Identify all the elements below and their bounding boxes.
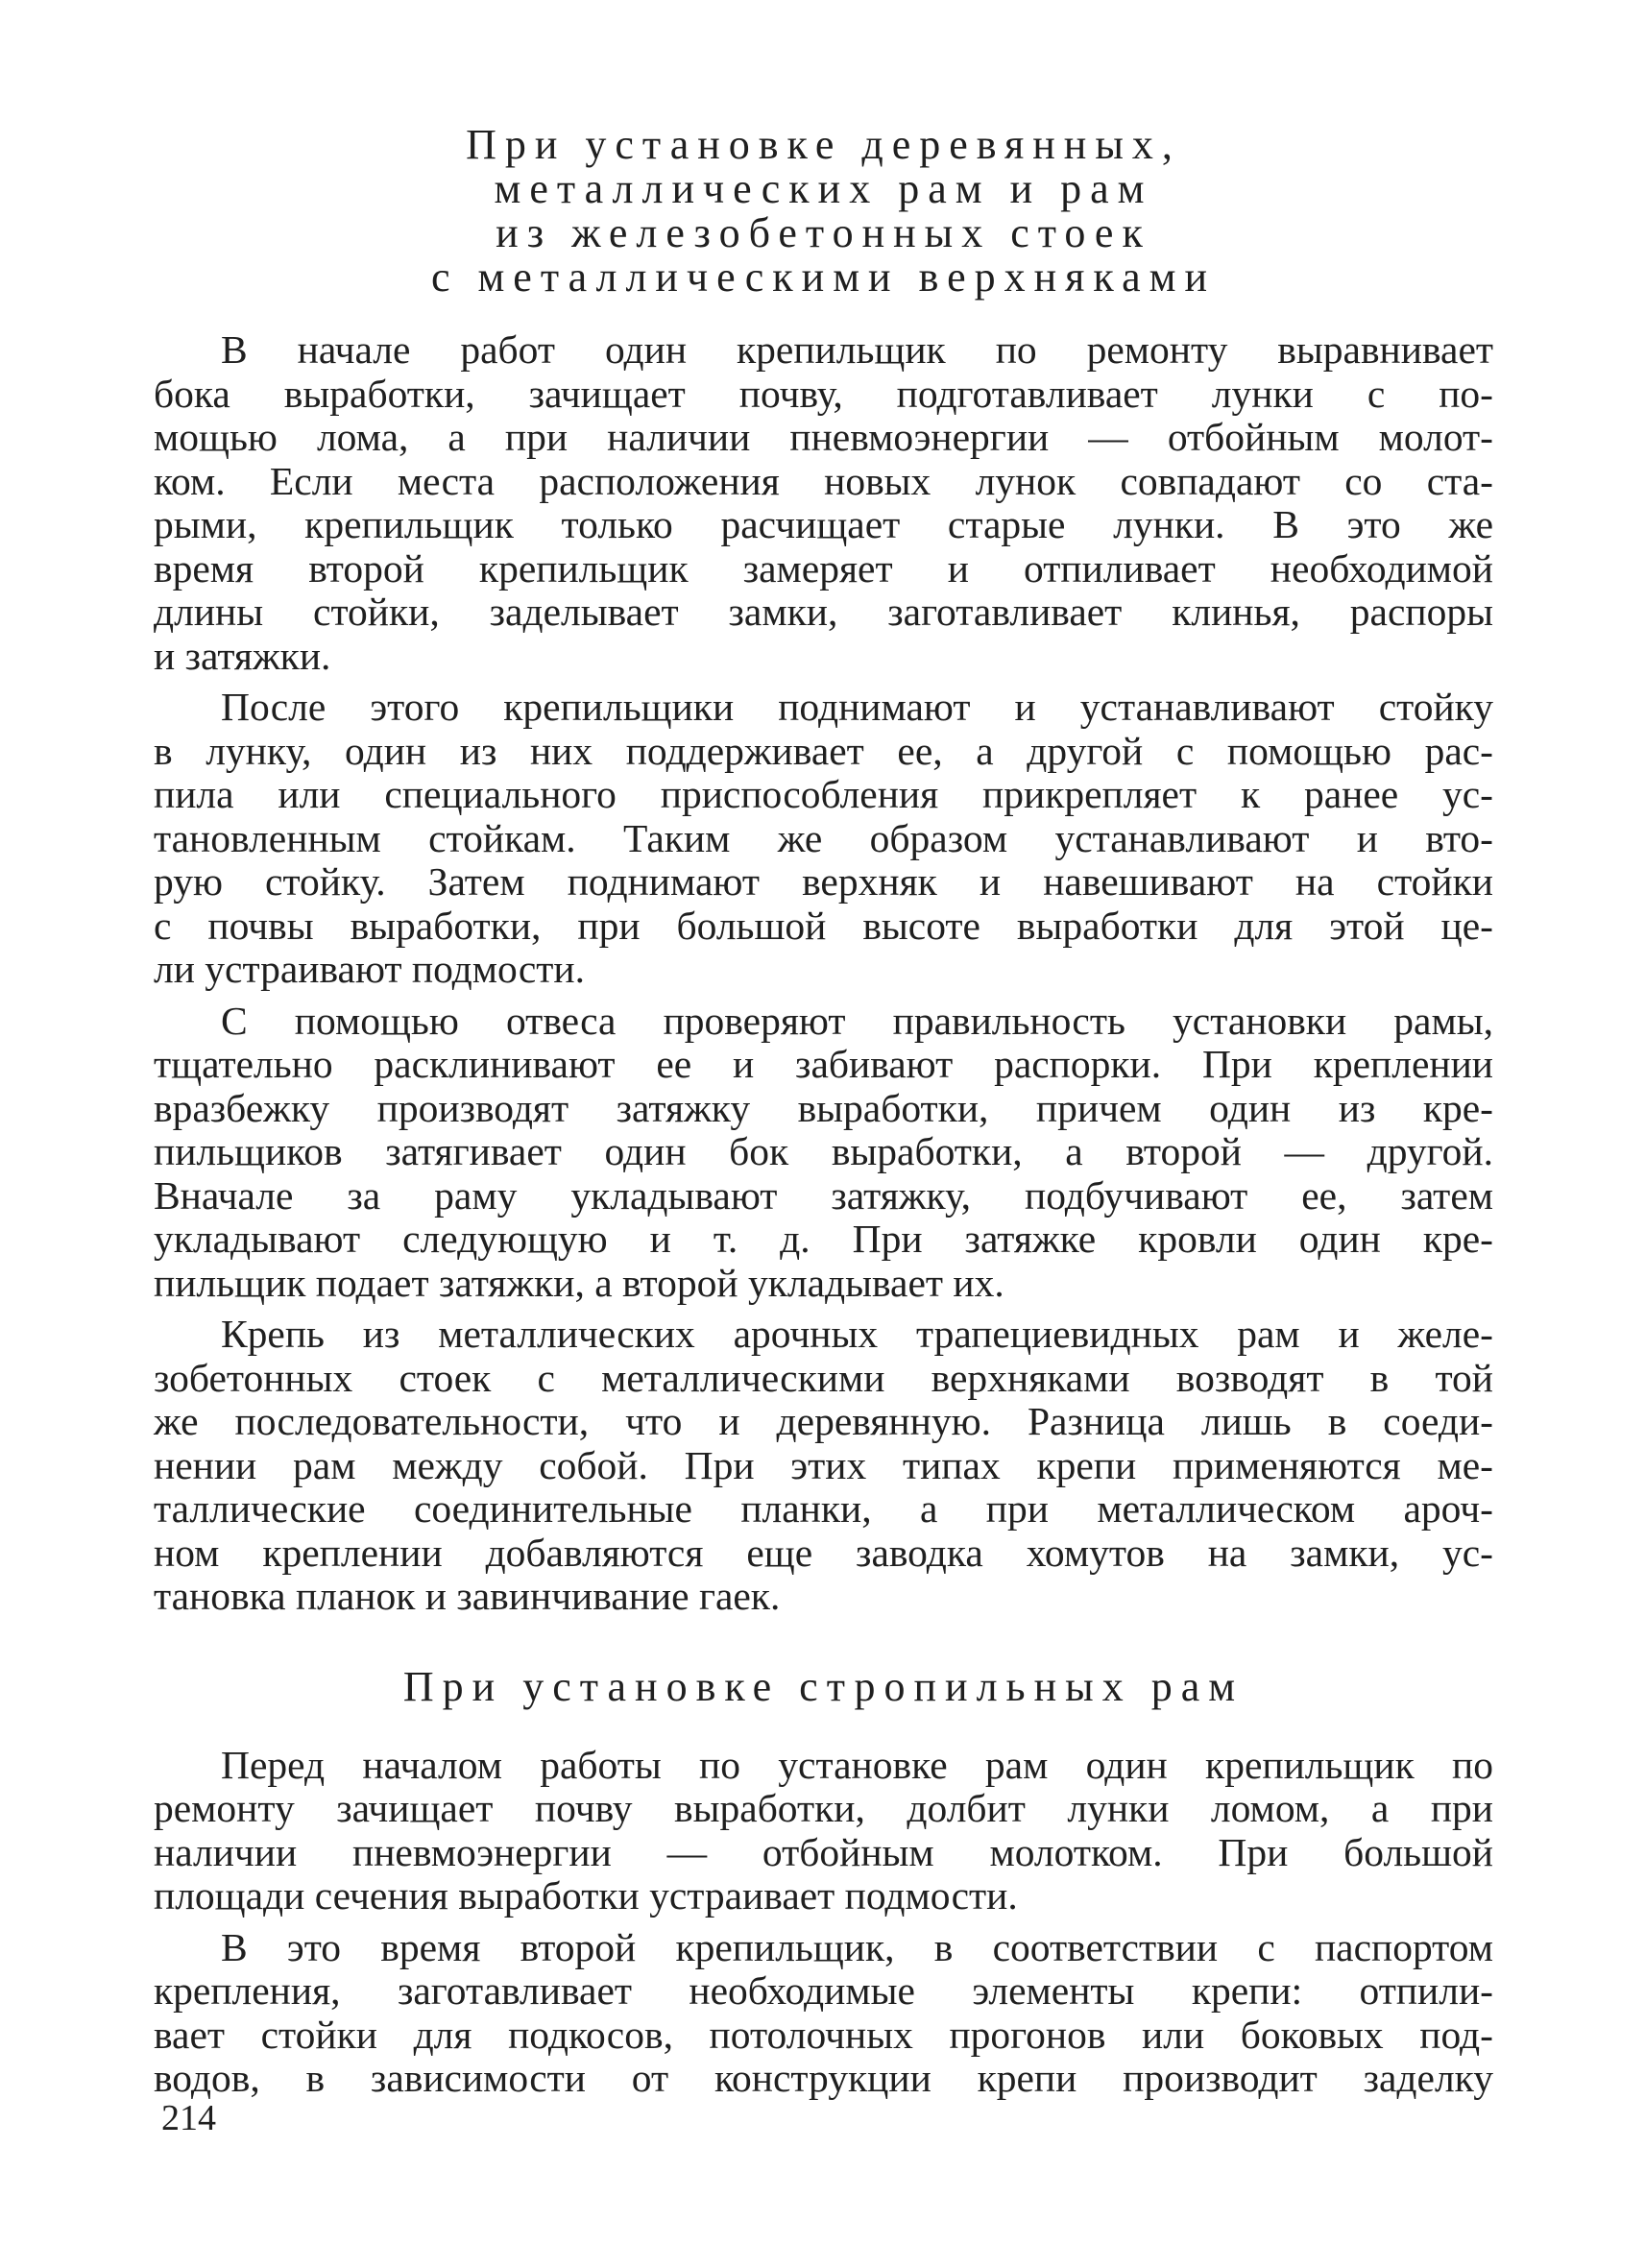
text-line: После этого крепильщики поднимают и устанавливают стойку (221, 685, 1493, 729)
text-line: С помощью отвеса проверяют правильность установки рамы, (221, 998, 1493, 1043)
text-line: В это время второй крепильщик, в соответствии с паспортом (221, 1924, 1493, 1969)
text-line: вает стойки для подкосов, потолочных прогонов или боковых под- (154, 2012, 1493, 2057)
text-line: ли устраивают подмости. (154, 947, 585, 991)
paragraph (154, 686, 1493, 992)
text-line: время второй крепильщик замеряет и отпиливает необходимой (154, 545, 1493, 591)
text-line: рую стойку. Затем поднимают верхняк и навешивают на стойки (154, 859, 1493, 904)
text-line: таллические соединительные планки, а при металлическом aроч- (154, 1486, 1493, 1531)
text-line: крепления, заготавливает необходимые элементы крепи: отпили- (154, 1968, 1493, 2013)
text-line: ком. Если места расположения новых лунок совпадают со ста- (154, 458, 1493, 503)
paragraph (154, 1000, 1493, 1306)
text-line: тановленным стойкам. Таким же образом устанавливают и вто- (154, 815, 1493, 860)
heading-line: с металлическими верхняками (430, 253, 1217, 301)
heading-line: из железобетонных стоек (496, 209, 1151, 256)
heading-line: При установке деревянных, (466, 121, 1181, 168)
text-line: Вначале за раму укладывают затяжку, подбучивают ее, затем (154, 1172, 1493, 1218)
text-line: площади сечения выработки устраивает подмости. (154, 1873, 1018, 1918)
text-line: укладывают следующую и т. д. При затяжке кровли один кре- (154, 1217, 1493, 1261)
paragraph (154, 328, 1493, 678)
section-heading (154, 123, 1493, 300)
text-line: Перед началом работы по установке рам один крепильщик по (221, 1742, 1493, 1787)
page-content (154, 115, 1493, 2101)
text-line: водов, в зависимости от конструкции крепи производит заделку (154, 2056, 1493, 2100)
paragraph (154, 1313, 1493, 1619)
text-line: длины стойки, заделывает замки, заготавливает клинья, распоры (154, 590, 1493, 634)
text-line: в лунку, один из них поддерживает ее, а другой с помощью рас- (154, 728, 1493, 773)
paragraph (154, 1744, 1493, 1918)
text-line: ремонту зачищает почву выработки, долбит лунки ломом, а при (154, 1786, 1493, 1830)
text-line: и затяжки. (154, 633, 331, 678)
section-heading (154, 1662, 1493, 1710)
text-line: пильщиков затягивает один бок выработки, а второй — другой. (154, 1129, 1493, 1173)
text-line: с почвы выработки, при большой высоте выработки для этой це- (154, 903, 1493, 948)
text-line: нении рам между собой. При этих типах крепи применяются ме- (154, 1442, 1493, 1487)
text-line: вразбежку производят затяжку выработки, причем один из кре- (154, 1085, 1493, 1130)
text-line: бока выработки, зачищает почву, подготавливает лунки с по- (154, 371, 1493, 416)
text-line: ном креплении добавляются еще заводка хомутов на замки, ус- (154, 1530, 1493, 1575)
paragraph (154, 1926, 1493, 2101)
text-line: же последовательности, что и деревянную. Разница лишь в соеди- (154, 1399, 1493, 1443)
text-line: Крепь из металлических арочных трапециевидных рам и желе- (221, 1312, 1493, 1356)
text-line: пила или специального приспособления прикрепляет к ранее ус- (154, 772, 1493, 816)
text-line: наличии пневмоэнергии — отбойным молотком. При большой (154, 1829, 1493, 1874)
heading-line: При установке стропильных рам (402, 1662, 1245, 1710)
text-line: тщательно расклинивают ее и забивают распорки. При креплении (154, 1042, 1493, 1086)
text-line: тановка планок и завинчивание гаек. (154, 1574, 781, 1618)
text-line: зобетонных стоек с металлическими верхняками возводят в той (154, 1355, 1493, 1400)
page-number: 214 (161, 2098, 216, 2138)
text-line: рыми, крепильщик только расчищает старые лунки. В это же (154, 502, 1493, 546)
text-line: пильщик подает затяжки, а второй укладывает их. (154, 1260, 1004, 1305)
text-line: В начале работ один крепильщик по ремонту выравнивает (221, 327, 1493, 372)
heading-line: металлических рам и рам (494, 165, 1153, 212)
text-line: мощью лома, а при наличии пневмоэнергии — отбойным молот- (154, 415, 1493, 459)
